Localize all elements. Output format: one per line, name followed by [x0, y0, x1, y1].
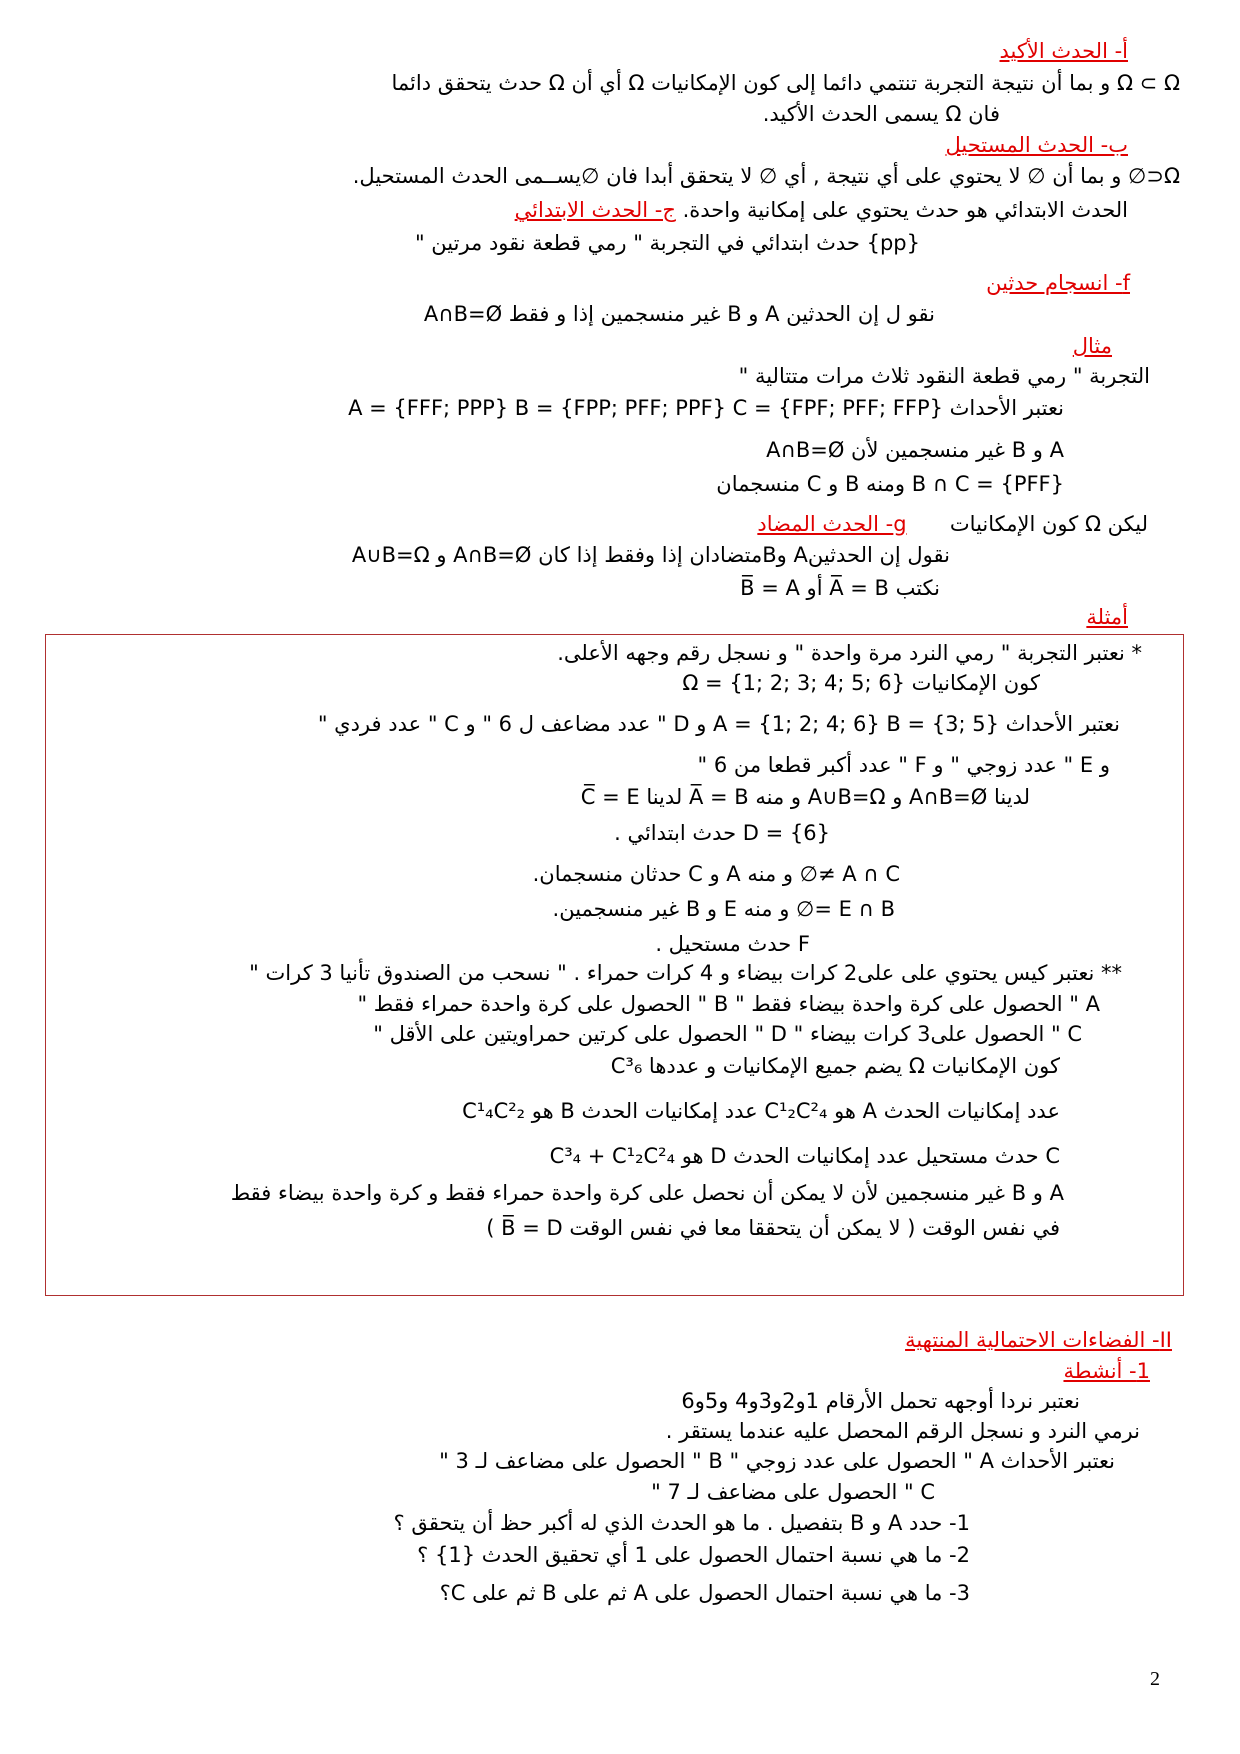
text-line: A و B غير منسجمين لأن A∩B=Ø — [766, 438, 1064, 462]
question-3: 3- ما هي نسبة احتمال الحصول على A ثم على B ثم على C؟ — [439, 1581, 970, 1605]
heading-examples: أمثلة — [1086, 605, 1128, 629]
question-2: 2- ما هي نسبة احتمال الحصول على 1 أي تحقيق الحدث {1} ؟ — [417, 1543, 970, 1567]
text-line: A و B غير منسجمين لأن لا يمكن أن نحصل على كرة واحدة حمراء فقط و كرة واحدة بيضاء فقط — [230, 1181, 1064, 1205]
heading-certain-event: أ- الحدث الأكيد — [999, 39, 1128, 63]
text-line: نعتبر الأحداث A = {1; 2; 4; 6} B = {3; 5} و D " عدد مضاعف ل 6 " و C " عدد فردي " — [317, 712, 1120, 736]
text-line: نعتبر نردا أوجهه تحمل الأرقام 1و2و3و4 و5و6 — [681, 1389, 1080, 1413]
text-line: Ω ⊂ Ω و بما أن نتيجة التجربة تنتمي دائما إلى كون الإمكانيات Ω أي أن Ω حدث يتحقق دائما — [391, 71, 1180, 95]
text-line: عدد إمكانيات الحدث A هو C¹₂C²₄ عدد إمكانيات الحدث B هو C¹₄C²₂ — [462, 1099, 1060, 1123]
text-line: ليكن Ω كون الإمكانيات — [949, 512, 1148, 536]
question-1: 1- حدد A و B بتفصيل . ما هو الحدث الذي له أكبر حظ أن يتحقق ؟ — [393, 1511, 970, 1535]
heading-activities: 1- أنشطة — [1063, 1359, 1150, 1383]
text-line-elementary — [515, 197, 1128, 223]
text-line: و E " عدد زوجي " و F " عدد أكبر قطعا من 6 " — [697, 753, 1110, 777]
heading-example: مثال — [1072, 334, 1112, 358]
text-line: E ∩ B =∅ و منه E و B غير منسجمين. — [552, 897, 895, 921]
text-line: C حدث مستحيل عدد إمكانيات الحدث D هو C³₄ + C¹₂C²₄ — [549, 1144, 1060, 1168]
heading-finite-probability-spaces: II- الفضاءات الاحتمالية المنتهية — [905, 1328, 1172, 1352]
text-line: في نفس الوقت ( لا يمكن أن يتحققا معا في نفس الوقت B̅ = D ) — [486, 1216, 1060, 1240]
text-line: ** نعتبر كيس يحتوي على على2 كرات بيضاء و 4 كرات حمراء . " نسحب من الصندوق تأنيا 3 كرات " — [249, 961, 1122, 985]
text-line: لدينا A∩B=Ø و A∪B=Ω و منه A̅ = B لدينا C̅ = E — [580, 785, 1030, 809]
text-line: B ∩ C = {PFF} ومنه B و C منسجمان — [716, 472, 1064, 496]
text-line: * نعتبر التجربة " رمي النرد مرة واحدة " و نسجل رقم وجهه الأعلى. — [557, 641, 1142, 665]
text-line: نكتب A̅ = B أو B̅ = A — [740, 576, 940, 600]
text-line: نقول إن الحدثينA وBمتضادان إذا وفقط إذا كان A∩B=Ø و A∪B=Ω — [351, 543, 950, 567]
heading-elementary-event: ج- الحدث الابتدائي — [514, 198, 676, 222]
text-line: C " الحصول على3 كرات بيضاء " D " الحصول على كرتين حمراويتين على الأقل " — [373, 1022, 1082, 1046]
text-line: نرمي النرد و نسجل الرقم المحصل عليه عندما يستقر . — [665, 1419, 1140, 1443]
text-line: كون الإمكانيات Ω = {1; 2; 3; 4; 5; 6} — [682, 671, 1040, 695]
heading-compatibility: f- انسجام حدثين — [986, 271, 1130, 295]
text-line: D = {6} حدث ابتدائي . — [614, 821, 830, 845]
text-line: C " الحصول على مضاعف لـ 7 " — [651, 1480, 935, 1504]
text-line: نعتبر الأحداث A " الحصول على عدد زوجي " B " الحصول على مضاعف لـ 3 " — [439, 1449, 1115, 1473]
text-line: نقو ل إن الحدثين A و B غير منسجمين إذا و فقط A∩B=Ø — [423, 302, 935, 326]
text-line-opposite — [757, 511, 1148, 537]
text-line: الحدث الابتدائي هو حدث يحتوي على إمكانية واحدة. — [682, 198, 1128, 222]
text-line: F حدث مستحيل . — [655, 932, 810, 956]
text-line: Ω⊂∅ و بما أن ∅ لا يحتوي على أي نتيجة , أي ∅ لا يتحقق أبدا فان ∅يســمى الحدث المستحيل. — [352, 164, 1180, 188]
heading-opposite-event: g- الحدث المضاد — [757, 512, 907, 536]
text-line: A ∩ C ≠∅ و منه A و C حدثان منسجمان. — [532, 862, 900, 886]
text-line: فان Ω يسمى الحدث الأكيد. — [762, 102, 1000, 126]
text-line: A " الحصول على كرة واحدة بيضاء فقط " B " الحصول على كرة واحدة حمراء فقط " — [357, 992, 1100, 1016]
text-line: كون الإمكانيات Ω يضم جميع الإمكانيات و عددها C³₆ — [610, 1054, 1060, 1078]
heading-impossible-event: ب- الحدث المستحيل — [945, 133, 1128, 157]
text-line: {pp} حدث ابتدائي في التجربة " رمي قطعة نقود مرتين " — [414, 231, 920, 255]
page-number: 2 — [1150, 1668, 1160, 1690]
text-line: نعتبر الأحداث A = {FFF; PPP} B = {FPP; PFF; PPF} C = {FPF; PFF; FFP} — [348, 396, 1064, 420]
text-line: التجربة " رمي قطعة النقود ثلاث مرات متتالية " — [738, 364, 1150, 388]
